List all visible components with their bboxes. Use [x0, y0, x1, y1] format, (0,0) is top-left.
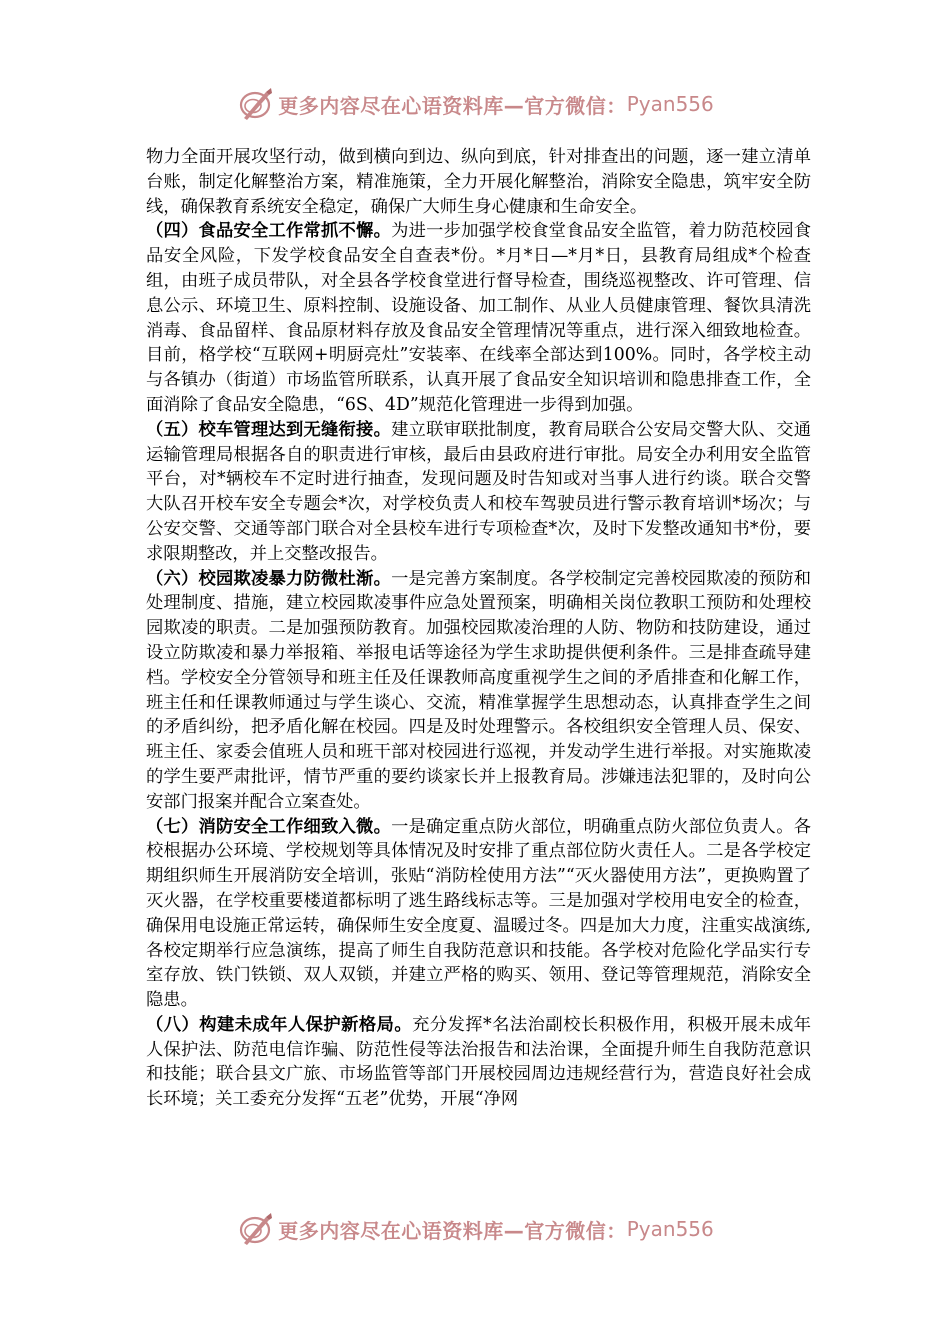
- watermark-text: 更多内容尽在心语资料库—官方微信：: [278, 93, 627, 118]
- header-watermark: [0, 82, 950, 126]
- paragraph-anti-bullying: [146, 567, 811, 815]
- footer-watermark: [0, 1207, 950, 1251]
- pen-swirl-logo-icon: [236, 1209, 276, 1249]
- paragraph-fire-safety: [146, 815, 811, 1013]
- paragraph-text: 一是确定重点防火部位，明确重点防火部位负责人。各校根据办公环境、学校规划等具体情况及时安排了重点部位防火责任人。二是各学校定期组织师生开展消防安全培训，张贴“消防栓使用方法”“灭火器使用方法”，更换购置了灭火器，在学校重要楼道都标明了逃生路线标志等。三是加强对学校用电安全的检查，确保用电设施正常运转，确保师生安全度夏、温暖过冬。四是加大力度，注重实战演练,各校定期举行应急演练，提高了师生自我防范意识和技能。各学校对危险化学品实行专室存放、铁门铁锁、双人双锁，并建立严格的购买、领用、登记等管理规范，消除安全隐患。: [146, 816, 811, 1011]
- watermark-wechat-id: Pyan556: [626, 92, 714, 116]
- paragraph-heading: （八）构建未成年人保护新格局。: [146, 1014, 413, 1035]
- paragraph-heading: （五）校车管理达到无缝衔接。: [146, 419, 392, 440]
- paragraph-minor-protection: [146, 1013, 811, 1112]
- paragraph-school-bus: [146, 418, 811, 567]
- paragraph-heading: （四）食品安全工作常抓不懈。: [146, 221, 392, 242]
- paragraph-heading: （七）消防安全工作细致入微。: [146, 816, 392, 837]
- watermark-text: 更多内容尽在心语资料库—官方微信：: [278, 1218, 627, 1243]
- pen-swirl-logo-icon: [236, 84, 276, 124]
- watermark-wechat-id: Pyan556: [626, 1217, 714, 1241]
- paragraph-food-safety: [146, 219, 811, 417]
- paragraph-text: 充分发挥*名法治副校长积极作用，积极开展未成年人保护法、防范电信诈骗、防范性侵等法治报告和法治课，全面提升师生自我防范意识和技能；联合县文广旅、市场监管等部门开展校园周边违规经营行为，营造良好社会成长环境；关工委充分发挥“五老”优势，开展“净网: [146, 1014, 811, 1110]
- paragraph-text: 一是完善方案制度。各学校制定完善校园欺凌的预防和处理制度、措施，建立校园欺凌事件应急处置预案，明确相关岗位教职工预防和处理校园欺凌的职责。二是加强预防教育。加强校园欺凌治理的人防、物防和技防建设，通过设立防欺凌和暴力举报箱、举报电话等途径为学生求助提供便利条件。三是排查疏导建档。学校安全分管领导和班主任及任课教师高度重视学生之间的矛盾排查和化解工作，班主任和任课教师通过与学生谈心、交流，精准掌握学生思想动态，认真排查学生之间的矛盾纠纷，把矛盾化解在校园。四是及时处理警示。各校组织安全管理人员、保安、班主任、家委会值班人员和班干部对校园进行巡视，并发动学生进行举报。对实施欺凌的学生要严肃批评，情节严重的要约谈家长并上报教育局。涉嫌违法犯罪的，及时向公安部门报案并配合立案查处。: [146, 568, 811, 812]
- paragraph-continuation: [146, 145, 811, 219]
- paragraph-heading: （六）校园欺凌暴力防微杜渐。: [146, 568, 392, 589]
- paragraph-text: 建立联审联批制度，教育局联合公安局交警大队、交通运输管理局根据各自的职责进行审核，最后由县政府进行审批。局安全办利用安全监管平台，对*辆校车不定时进行抽查，发现问题及时告知或对当事人进行约谈。联合交警大队召开校车安全专题会*次，对学校负责人和校车驾驶员进行警示教育培训*场次；与公安交警、交通等部门联合对全县校车进行专项检查*次，及时下发整改通知书*份，要求限期整改，并上交整改报告。: [146, 419, 811, 564]
- paragraph-text: 物力全面开展攻坚行动，做到横向到边、纵向到底，针对排查出的问题，逐一建立清单台账，制定化解整治方案，精准施策，全力开展化解整治，消除安全隐患，筑牢安全防线，确保教育系统安全稳定，确保广大师生身心健康和生命安全。: [146, 147, 811, 217]
- paragraph-text: 为进一步加强学校食堂食品安全监管，着力防范校园食品安全风险，下发学校食品安全自查表*份。*月*日—*月*日，县教育局组成*个检查组，由班子成员带队，对全县各学校食堂进行督导检查，围绕巡视整改、许可管理、信息公示、环境卫生、原料控制、设施设备、加工制作、从业人员健康管理、餐饮具清洗消毒、食品留样、食品原材料存放及食品安全管理情况等重点，进行深入细致地检查。目前，格学校“互联网+明厨亮灶”安装率、在线率全部达到100%。同时，各学校主动与各镇办（街道）市场监管所联系，认真开展了食品安全知识培训和隐患排查工作，全面消除了食品安全隐患，“6S、4D”规范化管理进一步得到加强。: [146, 221, 811, 415]
- document-body: [146, 145, 811, 1112]
